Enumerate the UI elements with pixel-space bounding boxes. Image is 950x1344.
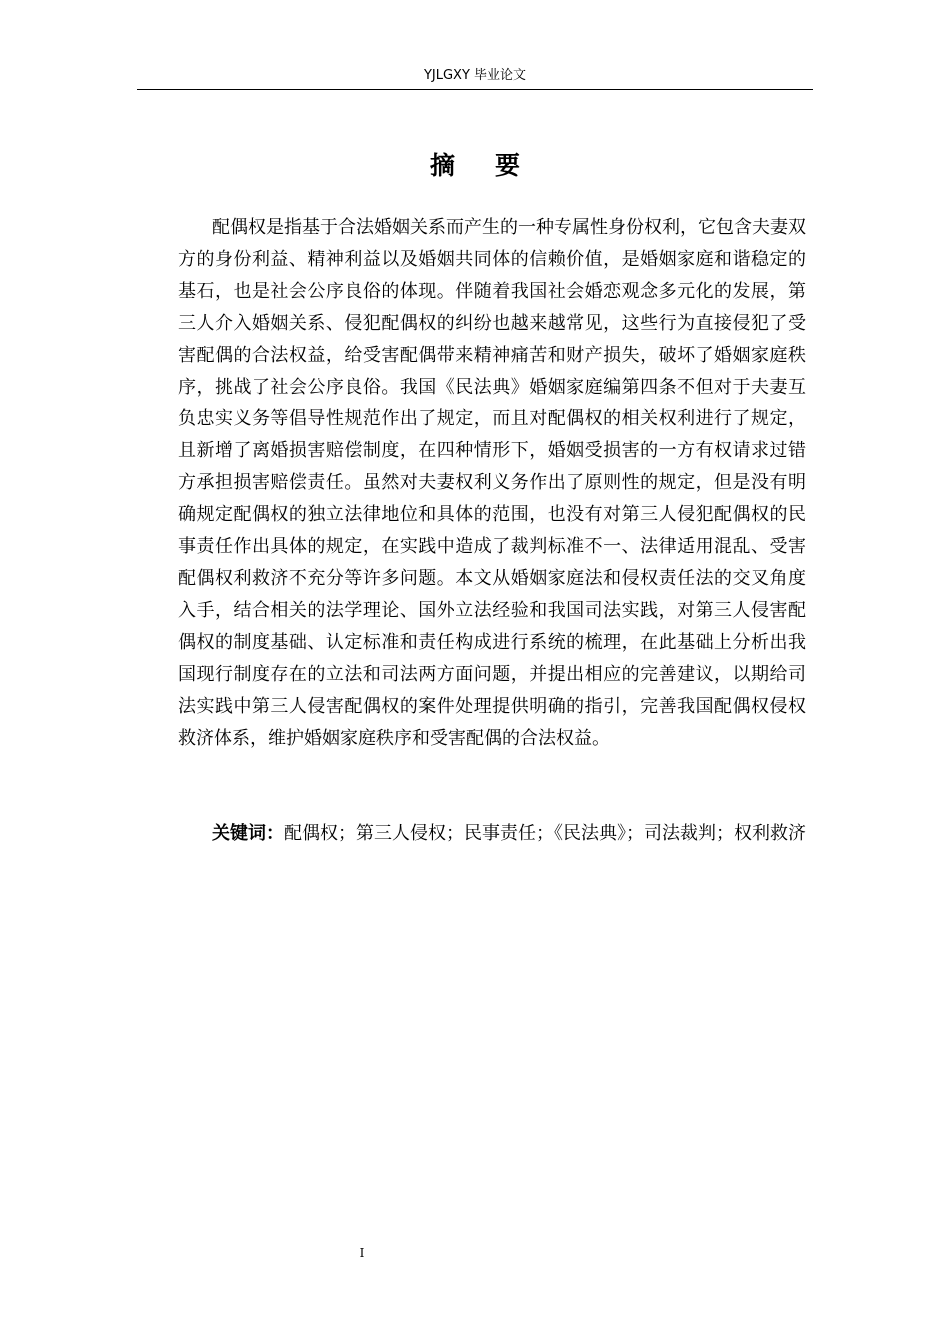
keywords-label: 关键词： <box>212 823 284 844</box>
keywords-paragraph <box>178 818 806 850</box>
abstract-body: 配偶权是指基于合法婚姻关系而产生的一种专属性身份权利，它包含夫妻双方的身份利益、精神利益以及婚姻共同体的信赖价值，是婚姻家庭和谐稳定的基石，也是社会公序良俗的体现。伴随着我国社会婚恋观念多元化的发展，第三人介入婚姻关系、侵犯配偶权的纠纷也越来越常见，这些行为直接侵犯了受害配偶的合法权益，给受害配偶带来精神痛苦和财产损失，破坏了婚姻家庭秩序，挑战了社会公序良俗。我国《民法典》婚姻家庭编第四条不但对于夫妻互负忠实义务等倡导性规范作出了规定，而且对配偶权的相关权利进行了规定，且新增了离婚损害赔偿制度，在四种情形下，婚姻受损害的一方有权请求过错方承担损害赔偿责任。虽然对夫妻权利义务作出了原则性的规定，但是没有明确规定配偶权的独立法律地位和具体的范围，也没有对第三人侵犯配偶权的民事责任作出具体的规定，在实践中造成了裁判标准不一、法律适用混乱、受害配偶权利救济不充分等许多问题。本文从婚姻家庭法和侵权责任法的交叉角度入手，结合相关的法学理论、国外立法经验和我国司法实践，对第三人侵害配偶权的制度基础、认定标准和责任构成进行系统的梳理，在此基础上分析出我国现行制度存在的立法和司法两方面问题，并提出相应的完善建议，以期给司法实践中第三人侵害配偶权的案件处理提供明确的指引，完善我国配偶权侵权救济体系，维护婚姻家庭秩序和受害配偶的合法权益。 <box>178 217 806 749</box>
running-header: YJLGXY 毕业论文 <box>423 68 527 83</box>
keywords-text: 配偶权；第三人侵权；民事责任；《民法典》；司法裁判；权利救济 <box>284 823 806 844</box>
page-number: I <box>359 1246 365 1260</box>
header-rule <box>137 89 813 90</box>
abstract-title: 摘要 <box>429 151 560 180</box>
